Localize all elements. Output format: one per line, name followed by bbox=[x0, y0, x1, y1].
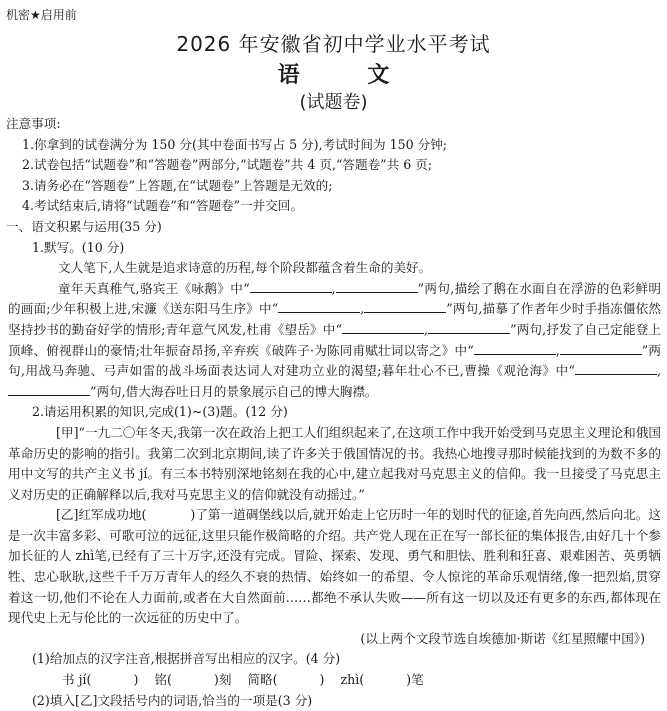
note-item: 4.考试结束后,请将“试题卷”和“答题卷”一并交回。 bbox=[22, 198, 304, 214]
sub-question-2: (2)填入[乙]文段括号内的词语,恰当的一项是(3 分) bbox=[32, 692, 313, 708]
pinyin-item: 书 jí( ) bbox=[62, 672, 139, 688]
confidential-label: 机密★启用前 bbox=[6, 8, 77, 22]
sub-question-1: (1)给加点的汉字注音,根据拼音写出相应的汉字。(4 分) bbox=[32, 651, 341, 667]
answer-blank[interactable] bbox=[428, 321, 510, 334]
text-segment: , bbox=[331, 280, 336, 296]
question-1-intro: 文人笔下,人生就是追求诗意的历程,每个阶段都蕴含着生命的美好。 bbox=[58, 260, 432, 276]
passage-source: (以上两个文段节选自埃德加·斯诺《红星照耀中国》) bbox=[360, 630, 645, 646]
answer-blank[interactable] bbox=[250, 280, 332, 293]
pinyin-row bbox=[6, 670, 661, 691]
text-segment: 童年天真稚气,骆宾王《咏鹅》中“ bbox=[58, 280, 250, 296]
exam-title: 2026 年安徽省初中学业水平考试 bbox=[176, 32, 491, 56]
answer-blank[interactable] bbox=[575, 362, 657, 375]
text-segment: , bbox=[555, 342, 560, 358]
pinyin-item: 简略( ) bbox=[247, 672, 325, 688]
answer-blank[interactable] bbox=[560, 342, 642, 355]
text-segment: ”两句,用战马奔驰、弓声如雷的战斗场面表达词人对建功立业的渴望;暮年壮心不已,曹操《观沧海》中“ bbox=[8, 342, 661, 379]
text-segment: ”两句,描绘了鹅在水面自在浮游的色彩鲜明的画面;少年积极上进,宋濂《送东阳马生序》中“ bbox=[8, 280, 661, 317]
paper-type: (试题卷) bbox=[299, 92, 368, 113]
passage-yi bbox=[6, 505, 661, 629]
section-heading: 一、语文积累与运用(35 分) bbox=[6, 218, 162, 234]
answer-blank[interactable] bbox=[342, 321, 424, 334]
answer-blank[interactable] bbox=[336, 280, 418, 293]
text-segment: [乙]红军成功地( bbox=[56, 507, 147, 523]
subject-title: 语 文 bbox=[277, 63, 390, 88]
text-segment: , bbox=[656, 363, 661, 379]
note-item: 3.请务必在“答题卷”上答题,在“试题卷”上答题是无效的; bbox=[22, 177, 333, 193]
note-item: 1.你拿到的试卷满分为 150 分(其中卷面书写占 5 分),考试时间为 150 分钟; bbox=[22, 136, 448, 152]
text-segment: ”两句,抒发了自己定能登上顶峰、俯视群山的豪情;壮年振奋昂扬,辛弃疾《破阵子·为陈同甫赋壮词以寄之》中“ bbox=[8, 321, 661, 358]
note-item: 2.试卷包括“试题卷”和“答题卷”两部分,“试题卷”共 4 页,“答题卷”共 6 页; bbox=[22, 157, 433, 173]
answer-blank[interactable] bbox=[278, 300, 360, 313]
answer-blank[interactable] bbox=[474, 342, 556, 355]
question-1-text bbox=[6, 279, 661, 403]
text-segment: ”两句,描摹了作者年少时手指冻僵依然坚持抄书的勤奋好学的情形;青年意气风发,杜甫《望岳》中“ bbox=[8, 301, 661, 337]
exam-body bbox=[6, 114, 661, 711]
text-segment: , bbox=[360, 301, 365, 317]
pinyin-item: 铭( )刻 bbox=[154, 672, 232, 688]
text-segment: ”两句,借大海吞吐日月的景象展示自己的博大胸襟。 bbox=[90, 383, 378, 399]
question-2-label: 2.请运用积累的知识,完成(1)~(3)题。(12 分) bbox=[32, 404, 288, 420]
question-1-label: 1.默写。(10 分) bbox=[32, 239, 125, 255]
notes-heading: 注意事项: bbox=[6, 116, 61, 131]
text-segment: , bbox=[424, 321, 429, 337]
answer-blank[interactable] bbox=[364, 300, 446, 313]
text-segment: )了第一道碉堡线以后,就开始走上它历时一年的划时代的征途,首先向西,然后向北。这是一次丰富多彩、可歌可泣的远征,这里只能作极简略的介绍。共产党人现在正在写一部长征的集体报告,由好几十个参加长征的人 zhì笔,已经有了三十万字,还没有完成。冒险、探索、发现、勇气和胆怯、胜利和狂喜、艰难困苦、英勇牺牲、忠心耿耿,这些千千万万青年人的经久不衰的热情、始终如一的希望、令人惊诧的革命乐观情绪,像一把烈焰,贯穿着这一切,他们不论在人力面前,或者在大自然面前……都绝不承认失败——所有这一切以及还有更多的东西,都体现在现代史上无与伦比的一次远征的历史中了。 bbox=[8, 507, 661, 626]
answer-blank[interactable] bbox=[8, 383, 90, 396]
pinyin-item: zhì( )笔 bbox=[340, 672, 424, 688]
passage-jia: [甲]“一九二〇年冬天,我第一次在政治上把工人们组织起来了,在这项工作中我开始受到马克思主义理论和俄国革命历史的影响的指引。我第二次到北京期间,读了许多关于俄国情况的书。我热心地搜寻那时候能找到的为数不多的用中文写的共产主义书 jí。有三本书特别深地铭刻在我的心中,建立起我对马克思主义的信仰。我一旦接受了马克思主义对历史的正确解释以后,我对马克思主义的信仰就没有动摇过。” bbox=[8, 424, 661, 502]
